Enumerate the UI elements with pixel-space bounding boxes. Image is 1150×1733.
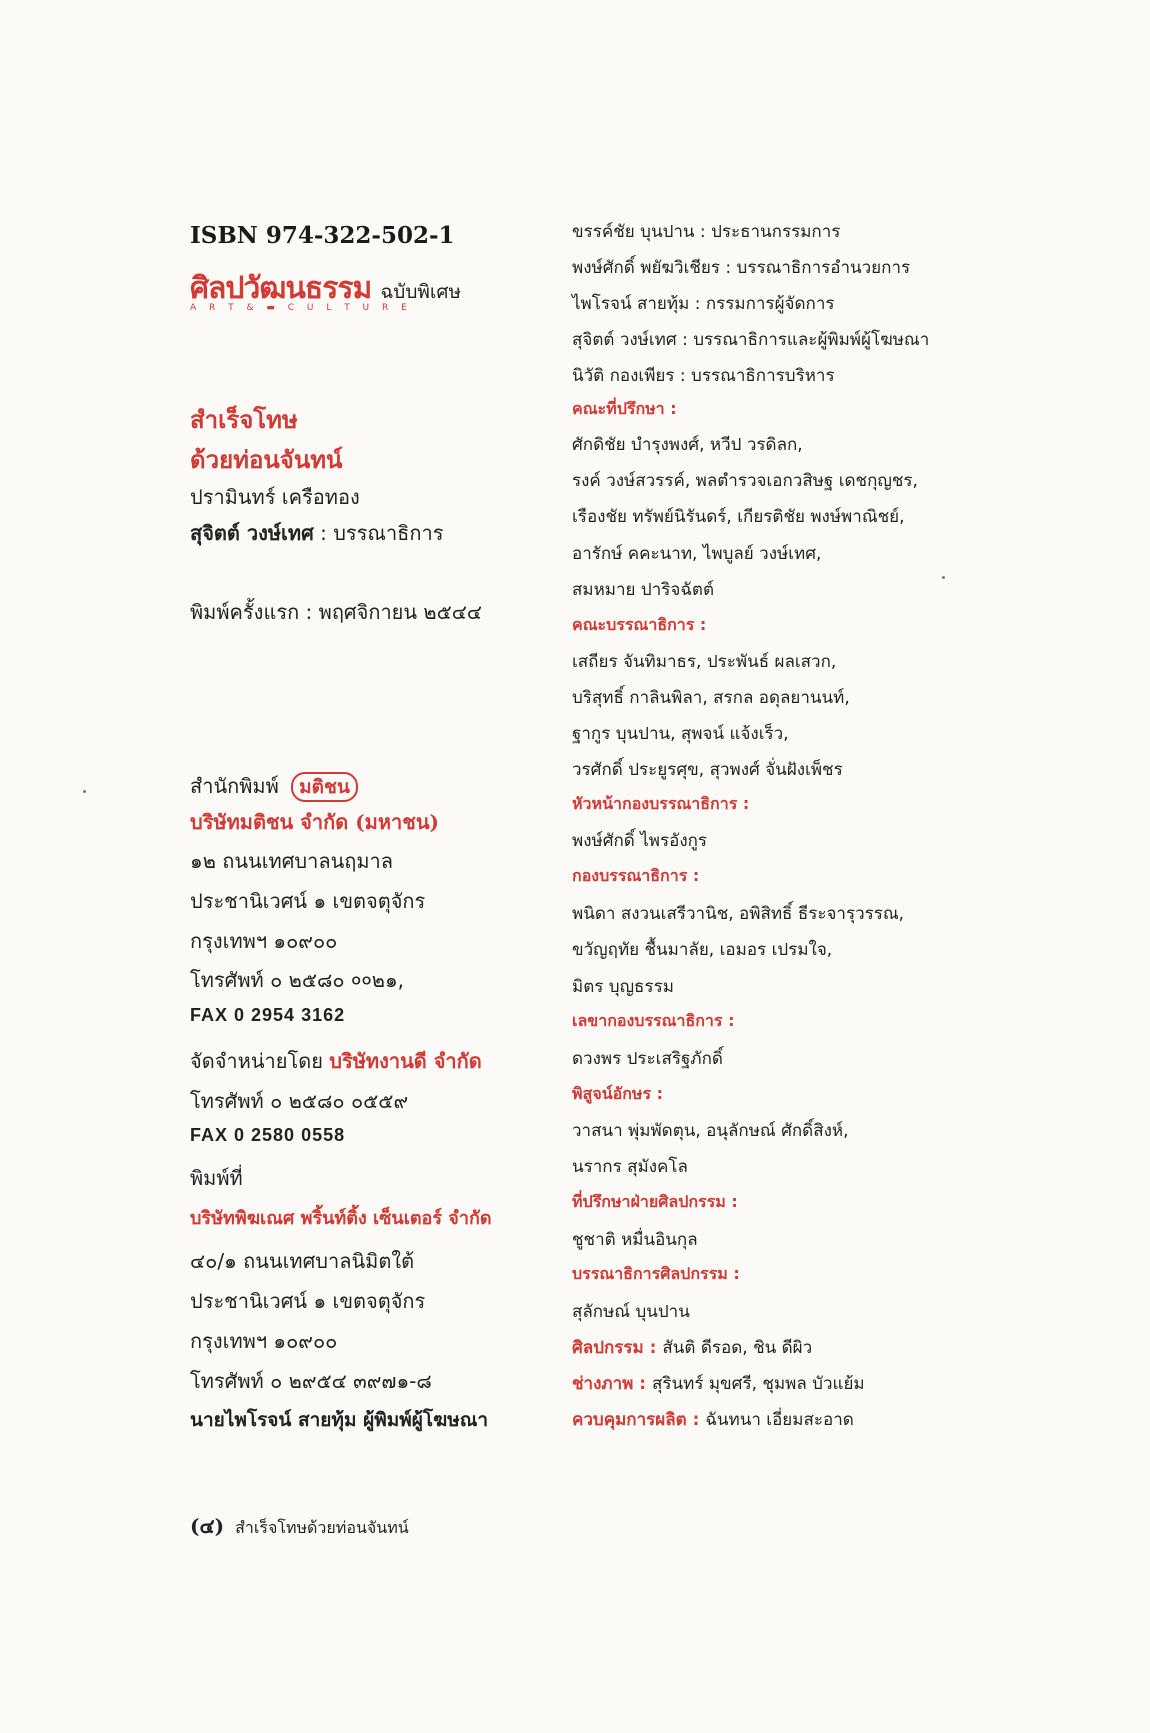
distributor-company: บริษัทงานดี จำกัด bbox=[329, 1049, 482, 1073]
editor-name: สุจิตต์ วงษ์เทศ bbox=[190, 521, 314, 545]
editorial-line-1: เสถียร จันทิมาธร, ประพันธ์ ผลเสวก, bbox=[572, 652, 837, 672]
production-label: ควบคุมการผลิต : bbox=[572, 1410, 706, 1430]
paper-speck bbox=[83, 790, 86, 793]
brand-title: ศิลปวัฒนธรรม bbox=[190, 271, 372, 306]
editor-role: : บรรณาธิการ bbox=[313, 521, 444, 545]
book-title-line-1: สำเร็จโทษ bbox=[190, 405, 298, 434]
page-number: (๔) bbox=[190, 1514, 225, 1538]
publisher-phone: โทรศัพท์ ๐ ๒๕๘๐ ००๒๑, bbox=[190, 968, 405, 992]
art-names: สันติ ดีรอด, ชิน ดีผิว bbox=[662, 1338, 813, 1358]
publisher-address-1: ๑๒ ถนนเทศบาลนฤมาล bbox=[190, 849, 394, 873]
art-label: ศิลปกรรม : bbox=[572, 1338, 663, 1358]
art-editor-name: สุลักษณ์ บุนปาน bbox=[572, 1302, 690, 1322]
editorial-staff-heading: กองบรรณาธิการ : bbox=[572, 866, 700, 885]
editor-credit bbox=[190, 517, 443, 549]
editorial-line-2: บริสุทธิ์ กาลินพิลา, สรกล อดุลยานนท์, bbox=[572, 688, 850, 708]
editorial-line-4: วรศักดิ์ ประยูรศุข, สุวพงศ์ จั่นฝังเพ็ชร bbox=[572, 760, 843, 780]
advisors-line-1: ศักดิชัย บำรุงพงศ์, หวีป วรดิลก, bbox=[572, 435, 803, 455]
proofreading-line-2: นรากร สุมังคโล bbox=[572, 1157, 688, 1177]
art-advisor-heading: ที่ปรึกษาฝ่ายศิลปกรรม : bbox=[572, 1192, 738, 1211]
staff-2: พงษ์ศักดิ์ พยัฆวิเชียร : บรรณาธิการอำนวยการ bbox=[572, 258, 911, 278]
advisors-heading: คณะที่ปรึกษา : bbox=[572, 399, 677, 418]
distributor-line bbox=[190, 1045, 482, 1077]
advisors-line-2: รงค์ วงษ์สวรรค์, พลตำรวจเอกวสิษฐ เดชกุญชร, bbox=[572, 471, 918, 491]
staff-4: สุจิตต์ วงษ์เทศ : บรรณาธิการและผู้พิมพ์ผู้โฆษณา bbox=[572, 330, 930, 350]
secretary-name: ดวงพร ประเสริฐภักดิ์ bbox=[572, 1049, 723, 1069]
page-footer bbox=[190, 1510, 409, 1542]
photo-credit bbox=[572, 1370, 865, 1397]
printer-phone: โทรศัพท์ ๐ ๒๙๕๔ ๓๙๗๑-๘ bbox=[190, 1369, 432, 1393]
editorial-staff-line-1: พนิดา สงวนเสรีวานิช, อพิสิทธิ์ ธีระจารุวรรณ, bbox=[572, 904, 905, 924]
distributor-fax: FAX 0 2580 0558 bbox=[190, 1125, 346, 1145]
brand-subtitle: A R T & ▬ C U L T U R E bbox=[190, 303, 412, 313]
distributor-label: จัดจำหน่ายโดย bbox=[190, 1049, 330, 1073]
printer-address-2: ประชานิเวศน์ ๑ เขตจตุจักร bbox=[190, 1289, 426, 1313]
chief-editor-name: พงษ์ศักดิ์ ไพรอังกูร bbox=[572, 831, 708, 851]
art-credit bbox=[572, 1334, 812, 1361]
advisors-line-4: อารักษ์ คคะนาท, ไพบูลย์ วงษ์เทศ, bbox=[572, 544, 822, 564]
advisors-line-3: เรืองชัย ทรัพย์นิรันดร์, เกียรติชัย พงษ์พาณิชย์, bbox=[572, 507, 905, 527]
printer-company: บริษัทพิฆเณศ พริ้นท์ติ้ง เซ็นเตอร์ จำกัด bbox=[190, 1208, 492, 1229]
chief-editor-heading: หัวหน้ากองบรรณาธิการ : bbox=[572, 794, 750, 813]
publisher-company: บริษัทมติชน จำกัด (มหาชน) bbox=[190, 810, 439, 834]
staff-5: นิวัติ กองเพียร : บรรณาธิการบริหาร bbox=[572, 366, 835, 386]
editorial-board-heading: คณะบรรณาธิการ : bbox=[572, 615, 707, 634]
publisher-address-2: ประชานิเวศน์ ๑ เขตจตุจักร bbox=[190, 889, 426, 913]
photo-label: ช่างภาพ : bbox=[572, 1374, 652, 1394]
staff-1: ขรรค์ชัย บุนปาน : ประธานกรรมการ bbox=[572, 222, 841, 242]
proofreading-line-1: วาสนา พุ่มพัดตุน, อนุลักษณ์ ศักดิ์สิงห์, bbox=[572, 1121, 849, 1141]
secretary-heading: เลขากองบรรณาธิการ : bbox=[572, 1011, 735, 1030]
publisher-person: นายไพโรจน์ สายทุ้ม ผู้พิมพ์ผู้โฆษณา bbox=[190, 1409, 489, 1431]
photo-names: สุรินทร์ มุขศรี, ชุมพล บัวแย้ม bbox=[651, 1374, 865, 1394]
paper-speck bbox=[942, 576, 945, 579]
author: ปรามินทร์ เครือทอง bbox=[190, 485, 360, 509]
publisher-label: สำนักพิมพ์ bbox=[190, 774, 279, 798]
isbn: ISBN 974-322-502-1 bbox=[190, 222, 455, 249]
matichon-logo: มติชน bbox=[291, 772, 358, 802]
publisher-fax: FAX 0 2954 3162 bbox=[190, 1005, 346, 1025]
publisher-address-3: กรุงเทพฯ ๑๐๙๐๐ bbox=[190, 929, 338, 953]
production-credit bbox=[572, 1406, 854, 1433]
advisors-line-5: สมหมาย ปาริจฉัตต์ bbox=[572, 580, 714, 600]
running-title: สำเร็จโทษด้วยท่อนจันทน์ bbox=[235, 1518, 409, 1537]
distributor-phone: โทรศัพท์ ๐ ๒๕๘๐ ๐๕๕๙ bbox=[190, 1089, 409, 1113]
staff-3: ไพโรจน์ สายทุ้ม : กรรมการผู้จัดการ bbox=[572, 294, 835, 314]
editorial-staff-line-2: ขวัญฤทัย ชื้นมาลัย, เอมอร เปรมใจ, bbox=[572, 940, 833, 960]
art-advisor-name: ชูชาติ หมื่นอินกุล bbox=[572, 1230, 698, 1250]
editorial-line-3: ฐากูร บุนปาน, สุพจน์ แจ้งเร็ว, bbox=[572, 724, 789, 744]
first-print: พิมพ์ครั้งแรก : พฤศจิกายน ๒๕๔๔ bbox=[190, 600, 483, 624]
publisher-line bbox=[190, 770, 358, 802]
brand-edition: ฉบับพิเศษ bbox=[380, 281, 462, 303]
printer-address-3: กรุงเทพฯ ๑๐๙๐๐ bbox=[190, 1329, 338, 1353]
production-names: ฉันทนา เอี่ยมสะอาด bbox=[705, 1410, 854, 1430]
editorial-staff-line-3: มิตร บุญธรรม bbox=[572, 977, 674, 997]
printer-address-1: ๔๐/๑ ถนนเทศบาลนิมิตใต้ bbox=[190, 1249, 415, 1273]
proofreading-heading: พิสูจน์อักษร : bbox=[572, 1084, 664, 1103]
art-editor-heading: บรรณาธิการศิลปกรรม : bbox=[572, 1264, 740, 1283]
print-label: พิมพ์ที่ bbox=[190, 1166, 243, 1190]
book-title-line-2: ด้วยท่อนจันทน์ bbox=[190, 445, 343, 474]
